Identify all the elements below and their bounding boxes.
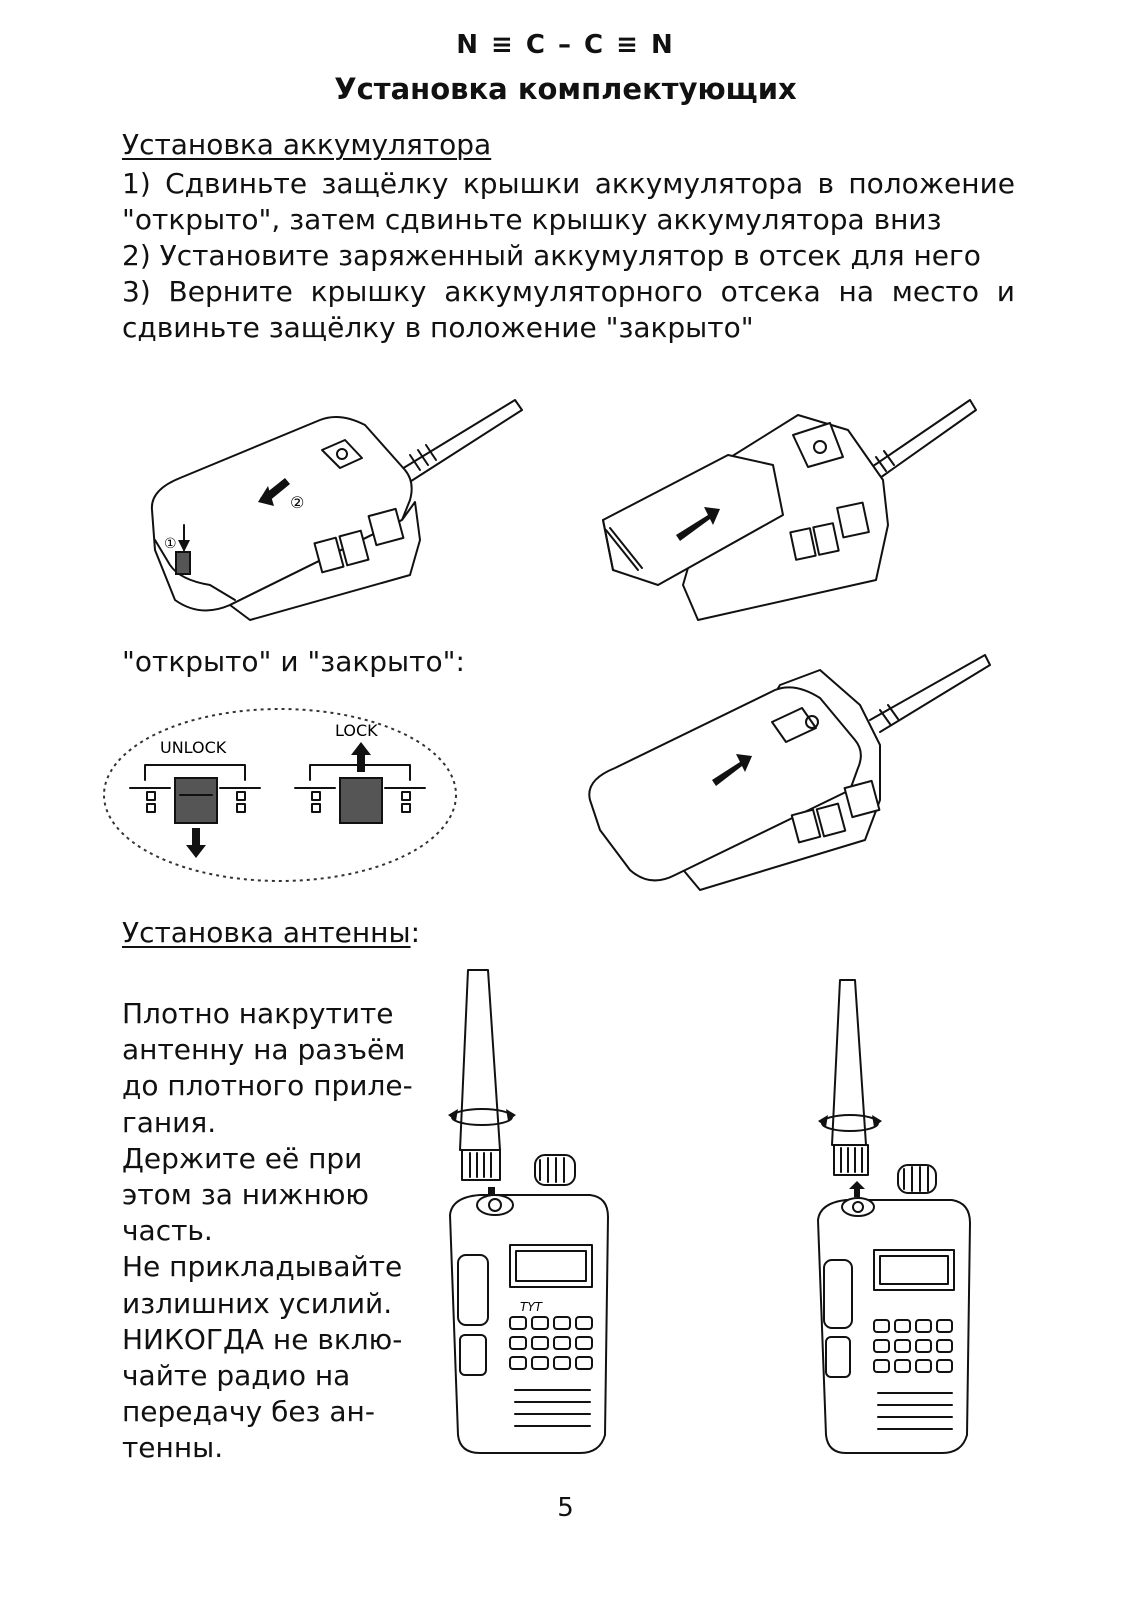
antenna-line: излишних усилий. — [122, 1286, 393, 1320]
antenna-install-illustration-left — [440, 965, 620, 1455]
battery-heading: Установка аккумулятора — [122, 128, 492, 161]
brand-logo: N ≡ C – C ≡ N — [456, 30, 675, 60]
battery-insertion-illustration — [598, 395, 988, 625]
page-number: 5 — [557, 1493, 574, 1523]
antenna-line: Не прикладывайте — [122, 1250, 403, 1284]
page-title: Установка комплектующих — [334, 72, 797, 106]
step2-marker: ② — [290, 493, 305, 512]
antenna-line: Держите её при — [122, 1141, 363, 1175]
step3-line2: сдвиньте защёлку в положение "закрыто" — [122, 311, 754, 344]
antenna-line: до плотного приле- — [122, 1069, 413, 1103]
antenna-heading-colon: : — [410, 916, 420, 949]
step1-line1: 1) Сдвиньте защёлку крышки аккумулятора в положение — [122, 167, 1015, 200]
antenna-line: часть. — [122, 1214, 213, 1248]
antenna-line: антенну на разъём — [122, 1033, 406, 1067]
lock-unlock-diagram — [100, 700, 460, 885]
radio-brand: TYT — [520, 1300, 542, 1314]
antenna-heading-row — [122, 916, 420, 949]
antenna-line: Плотно накрутите — [122, 997, 394, 1030]
antenna-line: чайте радио на — [122, 1359, 351, 1393]
lock-slider — [340, 778, 382, 823]
step2: 2) Установите заряженный аккумулятор в отсек для него — [122, 239, 981, 272]
battery-cover-removal-illustration — [140, 390, 530, 630]
antenna-heading: Установка антенны — [122, 916, 411, 949]
antenna-line: гания. — [122, 1105, 217, 1139]
unlock-label: UNLOCK — [160, 738, 227, 757]
antenna-line: этом за нижнюю — [122, 1178, 369, 1212]
antenna-line: НИКОГДА не вклю- — [122, 1322, 403, 1356]
step1-line2: "открыто", затем сдвиньте крышку аккумулятора вниз — [122, 203, 942, 236]
antenna-install-illustration-right — [810, 975, 980, 1455]
unlock-slider — [175, 778, 217, 823]
lock-caption: "открыто" и "закрыто": — [122, 645, 465, 678]
step3-line1: 3) Верните крышку аккумуляторного отсека на место и — [122, 275, 1015, 308]
step1-marker: ① — [164, 536, 177, 552]
battery-steps — [122, 166, 1015, 346]
battery-cover-closed-illustration — [580, 650, 995, 895]
antenna-instructions — [122, 996, 422, 1467]
antenna-line: тенны. — [122, 1431, 224, 1465]
lock-label: LOCK — [335, 721, 378, 740]
antenna-line: передачу без ан- — [122, 1395, 375, 1429]
